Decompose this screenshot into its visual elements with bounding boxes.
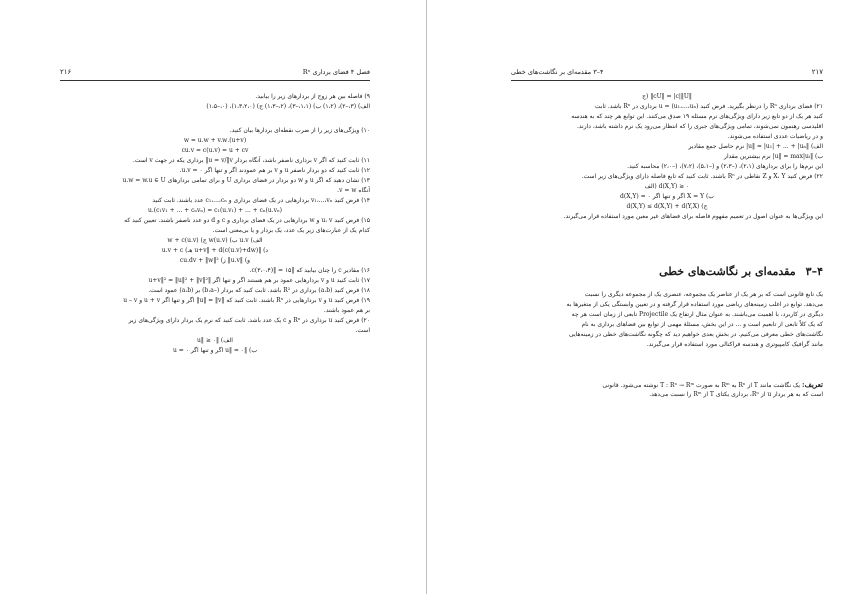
- definition-block: [511, 380, 823, 400]
- paragraph-line: یک تابع قانونی است که بر هر یک از عناصر یک مجموعه، عنصری یک از مجموعه دیگری را نسبت: [584, 291, 823, 298]
- section-title: مقدمه‌ای بر نگاشت‌های خطی: [659, 265, 796, 278]
- text-line: ۱۴) فرض کنید v₁،...،vₙ بردارهایی در یک فضای برداری و c₁،...،cₙ عدد باشند. ثابت کنید: [152, 197, 370, 204]
- text-line: الف) u.v ب) (u.v)w ج) (u.v)w + c: [167, 237, 263, 244]
- text-line: آنگاه v = w.: [337, 187, 370, 194]
- text-line: ۱۸) فرض کنید (a،b) برداری در R² باشد. ثابت کنید که بردار (–b،a) بر (a،b) عمود است.: [148, 287, 370, 294]
- definition-line: [511, 380, 823, 390]
- right-page: [427, 0, 853, 594]
- spacer: [60, 112, 370, 126]
- right-page-body: [511, 92, 823, 400]
- text-line: ۱۱) ثابت کنید که اگر v برداری ناصفر باشد، آنگاه بردار u = v/‖v‖ برداری یکه در جهت v است.: [133, 157, 370, 164]
- paragraph-line: که یک کلاً تابعی از تابعیم است و ... در این بخش، مسئلهٔ مهمی از توابع بین فضاهای برداری به نام: [581, 321, 823, 328]
- text-line: الف) (۳،–۲)، (۱،۲) ب) (۱،۱،–۳)، (۲،–۱،۳) ج) (۱،۳،۲،۰)، (۰،–۱،۵): [206, 103, 370, 110]
- text-line: ۱۳) نشان دهید که اگر u و w دو بردار در فضای برداری U و برای تمامی بردارهای u.w = w.u ∈ U: [122, 177, 370, 184]
- text-line: بر هم عمود باشند.: [323, 307, 370, 314]
- text-line: این نرم‌ها را برای بردارهای (۲،۱)، (–۲،۳) و (–۵،۱)، (۷،۲)، (–۲،۰) محاسبه کنید.: [627, 163, 823, 170]
- text-line: و در ریاضیات عددی استفاده می‌شوند.: [727, 133, 823, 140]
- text-line: ۱۵) فرض کنید u، v و w بردارهایی در یک فضای برداری و c و d دو عدد ناصفر باشند. تعیین کنید که: [124, 217, 370, 224]
- exercise-list: [511, 92, 823, 222]
- running-head: فصل ۴ فضای برداری Rⁿ: [302, 68, 370, 76]
- section-number: ۴–۳: [805, 265, 823, 278]
- page-number: ۲۱۶: [60, 68, 72, 76]
- text-line: اقلیدسی رهنمون نمی‌شوند، تمامی ویژگی‌های جبری را که انتظار می‌رود یک نرم داشته باشد، دارند.: [576, 123, 823, 130]
- text-line: ج) d(X,Y) ≤ d(X,Y) + d(Y,X): [626, 203, 708, 210]
- page-number: ۲۱۷: [811, 68, 823, 76]
- text-line: ‖cU‖ = |c|‖U‖ (ج: [642, 93, 692, 100]
- text-line: ۲۱) فضای برداری Rⁿ را درنظر بگیرید. فرض کنید (u₁،...،uₙ) = u برداری در Rⁿ باشد. ثابت: [594, 103, 823, 110]
- text-line: cu.v = c(u.v) = u + cv: [181, 147, 249, 154]
- paragraph-line: مانند گرافیک کامپیوتری و هندسه فراکتالی مورد استفاده قرار می‌گیرند.: [646, 341, 823, 348]
- text-line: d(X,Y) ≥ ۰ (الف: [644, 183, 690, 190]
- text-line: است.: [355, 327, 370, 334]
- text-line: ۲۰) فرض کنید u برداری در Rⁿ و c یک عدد باشد. ثابت کنید که نرم یک بردار دارای ویژگی‌های زیر: [128, 317, 370, 324]
- text-line: این ویژگی‌ها به عنوان اصول در تعمیم مفهوم فاصله برای فضاهای غیر معین مورد استفاده قرار می‌گیرند.: [563, 213, 823, 220]
- left-page-body: [60, 92, 370, 356]
- text-line: ۲۲) فرض کنید X، Y و Z نقاطی در Rⁿ باشند. ثابت کنید که تابع فاصله دارای ویژگی‌های زیر است.: [581, 173, 823, 180]
- running-head: ۴–۳ مقدمه‌ای بر نگاشت‌های خطی: [511, 68, 604, 76]
- definition-text: یک نگاشت مانند T از Rⁿ به Rᵐ به صورت T : Rⁿ → Rᵐ نوشته می‌شود. قانونی: [602, 382, 801, 389]
- text-line: u.(c₁v₁ + ... + cₙvₙ) = c₁(u.v₁) + ... + cₙ(u.vₙ): [147, 207, 282, 214]
- text-line: ب) ‖u‖ = ۰ اگر و تنها اگر u = ۰: [173, 347, 257, 354]
- paragraph-line: می‌دهد. توابع در اغلب زمینه‌های ریاضی مورد استفاده قرار گرفته و در تعیین وابستگی یکی از متغیرها به: [566, 301, 823, 308]
- text-line: الف) ‖u‖ = |u₁| + ... + |uₙ| نرم حاصل جمع مقادیر: [688, 143, 823, 150]
- left-page: [0, 0, 426, 594]
- paragraph-line: نگاشت‌های خطی معرفی می‌کنیم. در بخش بعدی خواهیم دید که چگونه نگاشت‌های خطی در زمینه‌هایی: [568, 331, 823, 338]
- section-heading: [511, 262, 823, 282]
- text-line: کنید هر یک از دو تابع زیر دارای ویژگی‌های نرم مسئله ۱۹ صدق می‌کنند. این توابع هر چند که به هندسه: [571, 113, 823, 120]
- text-line: ۱۰) ویژگی‌های زیر را از ضرب نقطه‌ای بردارها بیان کنید.: [229, 127, 370, 134]
- paragraph-line: دیگری در کاربرد، با اهمیت می‌باشند. به عنوان مثال ارتفاع یک Projectile تابعی از زمان است هر چه: [571, 311, 823, 318]
- left-page-header: [60, 68, 370, 80]
- text-line: ب) X = Y اگر و تنها اگر d(X,Y) = ۰: [620, 193, 714, 200]
- text-line: کدام یک از عبارت‌های زیر یک عدد، یک بردار و یا بی‌معنی است.: [212, 227, 370, 234]
- text-line: ۱۷) ثابت کنید u و v بردارهایی عمود بر هم هستند اگر و تنها اگر ‖u+v‖² = ‖u‖² + ‖v‖²: [148, 277, 370, 284]
- header-rule: [60, 80, 370, 81]
- text-line: ب) ‖u‖ = max|uᵢ| نرم بیشترین مقدار: [724, 153, 823, 160]
- text-line: ۱۹) فرض کنید u و v بردارهایی در Rⁿ باشند. ثابت کنید که ‖u‖ = ‖v‖ اگر و تنها اگر u + v و u – v: [123, 297, 370, 304]
- definition-line: است که به هر بردار u از Rⁿ، برداری یکتای T از Rᵐ را نسبت می‌دهد.: [649, 391, 823, 398]
- definition-keyword: تعریف:: [802, 380, 823, 389]
- text-line: ۹) فاصله بین هر زوج از بردارهای زیر را بیابید.: [255, 93, 370, 100]
- text-line: د) ‖u+v‖ + d(c(u.v)+dw) هـ) u.v + c: [161, 247, 269, 254]
- text-line: (u+v).w = u.w + v.w: [183, 137, 247, 144]
- right-page-header: [511, 68, 823, 80]
- header-rule: [511, 80, 823, 81]
- text-line: ۱۲) ثابت کنید که دو بردار ناصفر u و v بر هم عمودند اگر و تنها اگر u.v = ۰.: [179, 167, 370, 174]
- text-line: و) ‖u.v‖ ز) cu.dv + ‖w‖²: [179, 257, 251, 264]
- text-line: ۱۶) مقادیر c را چنان بیابید که ‖c(۳،۰،۴)‖ = ۱۵.: [249, 267, 370, 274]
- text-line: الف) ‖u‖ ≥ ۰: [197, 337, 233, 344]
- intro-paragraph: [511, 290, 823, 350]
